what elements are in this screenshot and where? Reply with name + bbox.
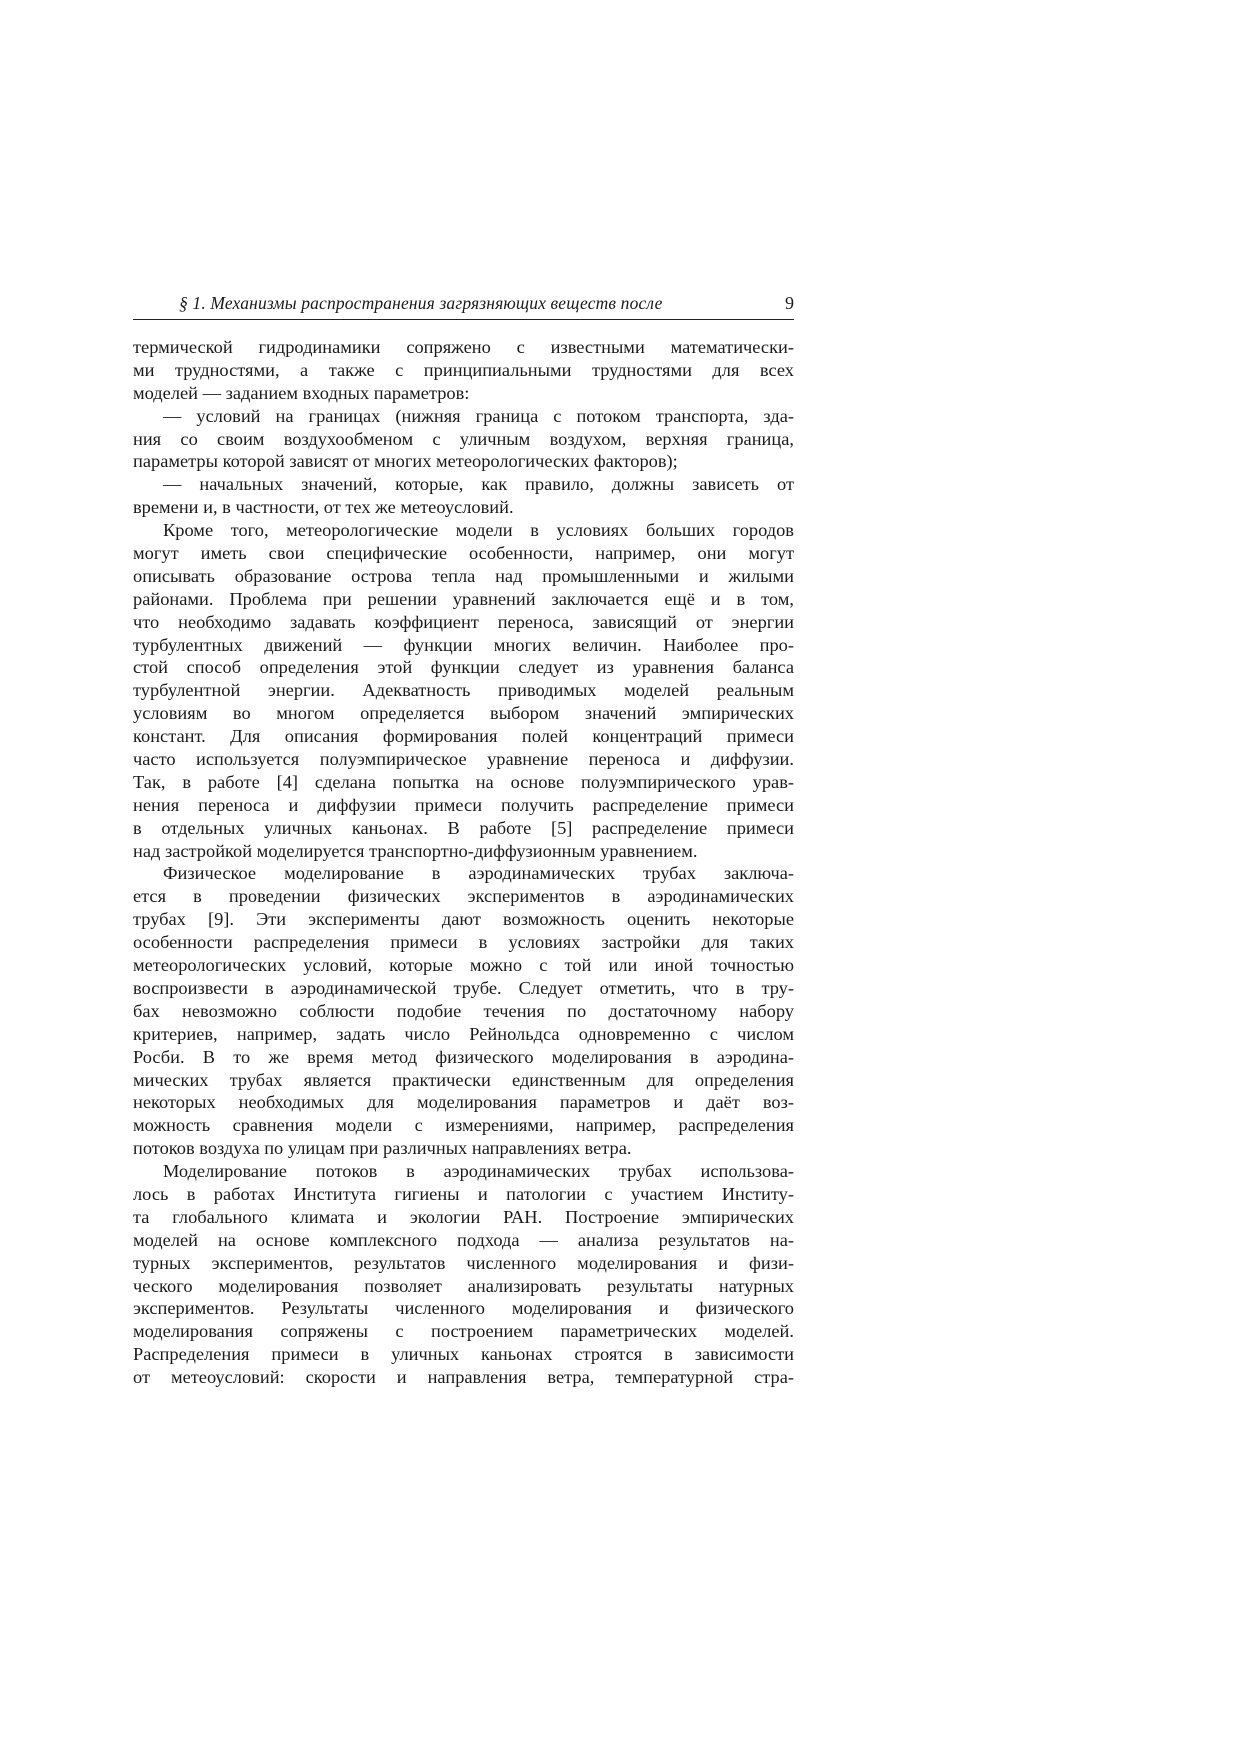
text-line: Росби. В то же время метод физического моделирования в аэродина-: [133, 1046, 794, 1067]
text-line: трубах [9]. Эти эксперименты дают возможность оценить некоторые: [133, 909, 794, 930]
text-line: ми трудностями, а также с принципиальными трудностями для всех: [133, 359, 794, 380]
text-line: условиям во многом определяется выбором значений эмпирических: [133, 703, 794, 724]
text-line: метеорологических условий, которые можно с той или иной точностью: [133, 955, 794, 976]
text-line: времени и, в частности, от тех же метеоусловий.: [133, 497, 514, 518]
text-line: бах невозможно соблюсти подобие течения по достаточному набору: [133, 1000, 794, 1021]
text-line: от метеоусловий: скорости и направления ветра, температурной стра-: [133, 1367, 794, 1388]
text-line: термической гидродинамики сопряжено с известными математически-: [133, 337, 794, 357]
text-line: описывать образование острова тепла над промышленными и жилыми: [133, 565, 794, 586]
text-line: Физическое моделирование в аэродинамических трубах заключа-: [163, 863, 794, 884]
text-line: некоторых необходимых для моделирования параметров и даёт воз-: [133, 1092, 794, 1113]
text-line: Распределения примеси в уличных каньонах строятся в зависимости: [133, 1344, 794, 1365]
text-line: — условий на границах (нижняя граница с потоком транспорта, зда-: [163, 405, 794, 426]
text-line: районами. Проблема при решении уравнений заключается ещё и в том,: [133, 588, 794, 609]
text-line: можность сравнения модели с измерениями, например, распределения: [133, 1115, 794, 1136]
page-number: 9: [785, 293, 794, 313]
text-line: — начальных значений, которые, как правило, должны зависеть от: [163, 474, 794, 495]
text-line: турных экспериментов, результатов численного моделирования и физи-: [133, 1252, 794, 1273]
text-line: над застройкой моделируется транспортно-диффузионным уравнением.: [133, 840, 698, 861]
text-line: констант. Для описания формирования полей концентраций примеси: [133, 726, 794, 747]
text-line: критериев, например, задать число Рейнольдса одновременно с числом: [133, 1023, 794, 1044]
text-line: турбулентной энергии. Адекватность приводимых моделей реальным: [133, 680, 794, 701]
text-line: могут иметь свои специфические особенности, например, они могут: [133, 543, 794, 564]
text-line: нения переноса и диффузии примеси получить распределение примеси: [133, 794, 794, 815]
text-line: параметры которой зависят от многих метеорологических факторов);: [133, 451, 678, 472]
text-body: [133, 336, 794, 1389]
text-line: часто используется полуэмпирическое уравнение переноса и диффузии.: [133, 749, 794, 770]
text-line: мических трубах является практически единственным для определения: [133, 1069, 794, 1090]
text-line: особенности распределения примеси в условиях застройки для таких: [133, 932, 794, 953]
text-line: моделей — заданием входных параметров:: [133, 382, 470, 403]
text-line: что необходимо задавать коэффициент переноса, зависящий от энергии: [133, 611, 794, 632]
text-line: Кроме того, метеорологические модели в условиях больших городов: [163, 520, 794, 541]
text-line: моделей на основе комплексного подхода — анализа результатов на-: [133, 1229, 794, 1250]
text-line: турбулентных движений — функции многих величин. Наиболее про-: [133, 634, 794, 655]
text-line: ется в проведении физических экспериментов в аэродинамических: [133, 886, 794, 907]
text-line: лось в работах Института гигиены и патологии с участием Институ-: [133, 1183, 794, 1204]
text-line: стой способ определения этой функции следует из уравнения баланса: [133, 657, 794, 678]
running-head: [133, 293, 794, 320]
text-line: ческого моделирования позволяет анализировать результаты натурных: [133, 1275, 794, 1296]
text-line: потоков воздуха по улицам при различных направлениях ветра.: [133, 1138, 632, 1159]
text-line: Моделирование потоков в аэродинамических трубах использова-: [163, 1161, 794, 1182]
text-line: Так, в работе [4] сделана попытка на основе полуэмпирического урав-: [133, 771, 794, 792]
text-line: ния со своим воздухообменом с уличным воздухом, верхняя граница,: [133, 428, 794, 449]
text-line: экспериментов. Результаты численного моделирования и физического: [133, 1298, 794, 1319]
text-line: воспроизвести в аэродинамической трубе. Следует отметить, что в тру-: [133, 977, 794, 998]
text-line: моделирования сопряжены с построением параметрических моделей.: [133, 1321, 794, 1342]
running-head-title: § 1. Механизмы распространения загрязняющих веществ после: [179, 293, 663, 313]
text-line: та глобального климата и экологии РАН. Построение эмпирических: [133, 1206, 794, 1227]
text-line: в отдельных уличных каньонах. В работе [5] распределение примеси: [133, 817, 794, 838]
